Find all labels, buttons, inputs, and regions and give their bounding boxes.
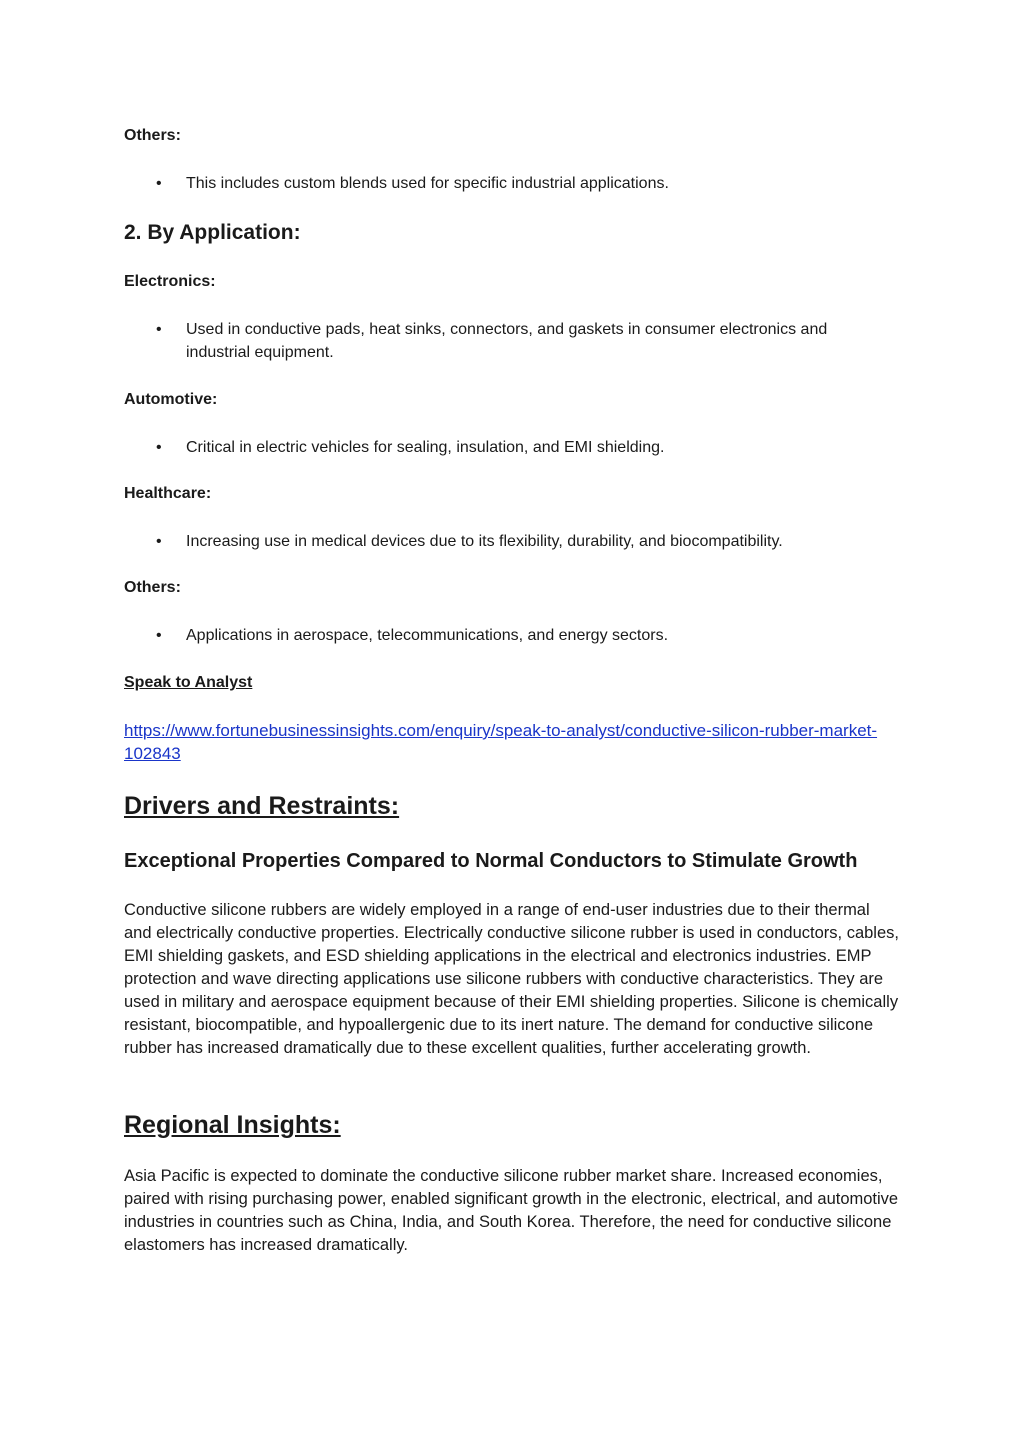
regional-heading: Regional Insights: [124, 1111, 341, 1139]
drivers-paragraph: Conductive silicone rubbers are widely employed in a range of end-user industries due to their thermal and electrically conductive properties. Electrically conductive silicone rubber is used in conductors, cables, EMI shielding gaskets, and ESD shielding applications in the electrical and electronics industries. EMP protection and wave directing applications use silicone rubbers with conductive characteristics. They are used in military and aerospace equipment because of their EMI shielding properties. Silicone is chemically resistant, biocompatible, and hypoallergenic due to its inert nature. The demand for conductive silicone rubber has increased dramatically due to these excellent qualities, further accelerating growth. [124, 901, 899, 1057]
list-item-text: Critical in electric vehicles for sealing, insulation, and EMI shielding. [186, 439, 665, 456]
section-heading-application: 2. By Application: [124, 221, 301, 244]
list-item-text: Used in conductive pads, heat sinks, connectors, and gaskets in consumer electronics and industrial equipment. [186, 321, 828, 361]
speak-to-analyst-label: Speak to Analyst [124, 674, 253, 691]
automotive-label: Automotive: [124, 391, 218, 408]
healthcare-label: Healthcare: [124, 485, 212, 502]
drivers-subheading: Exceptional Properties Compared to Normal Conductors to Stimulate Growth [124, 850, 858, 872]
drivers-heading: Drivers and Restraints: [124, 792, 400, 820]
others-application-label: Others: [124, 579, 181, 596]
bullet-icon: • [156, 175, 162, 192]
bullet-icon: • [156, 439, 162, 456]
regional-paragraph: Asia Pacific is expected to dominate the conductive silicone rubber market share. Increased economies, paired with rising purchasing power, enabled significant growth in the electronic, electrical, and automotive industries in countries such as China, India, and South Korea. Therefore, the need for conductive silicone elastomers has increased dramatically. [124, 1167, 899, 1254]
bullet-icon: • [156, 533, 162, 550]
others-type-label: Others: [124, 127, 181, 144]
list-item-text: This includes custom blends used for specific industrial applications. [186, 175, 669, 192]
list-item-text: Increasing use in medical devices due to its flexibility, durability, and biocompatibility. [186, 533, 783, 550]
list-item-text: Applications in aerospace, telecommunications, and energy sectors. [186, 627, 669, 644]
bullet-icon: • [156, 321, 162, 338]
electronics-label: Electronics: [124, 273, 216, 290]
analyst-link[interactable]: https://www.fortunebusinessinsights.com/enquiry/speak-to-analyst/conductive-silicon-rubber-market-102843 [124, 721, 878, 763]
bullet-icon: • [156, 627, 162, 644]
